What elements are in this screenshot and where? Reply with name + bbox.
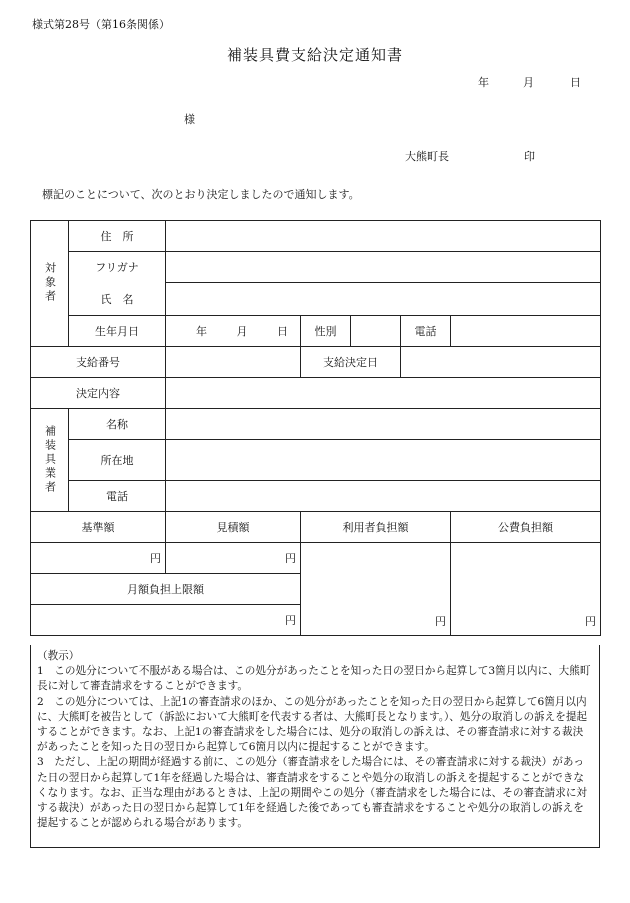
vendor-name-field[interactable] xyxy=(166,408,601,439)
document-title: 補装具費支給決定通知書 xyxy=(226,46,403,64)
vendor-location-label: 所在地 xyxy=(69,439,166,480)
appeal-notice xyxy=(30,645,600,848)
address-field[interactable] xyxy=(166,221,601,252)
name-label: 氏 名 xyxy=(69,283,166,316)
payment-number-label: 支給番号 xyxy=(31,346,166,377)
estimate-amount-field[interactable]: 円 xyxy=(166,542,301,573)
estimate-amount-label: 見積額 xyxy=(166,511,301,542)
vendor-location-field[interactable] xyxy=(166,439,601,480)
phone-field[interactable] xyxy=(451,315,601,346)
name-field[interactable] xyxy=(166,283,601,316)
birthdate-label: 生年月日 xyxy=(69,315,166,346)
sex-label: 性別 xyxy=(301,315,351,346)
decision-date-field[interactable] xyxy=(401,346,601,377)
addressee-suffix: 様 xyxy=(184,113,195,126)
user-burden-label: 利用者負担額 xyxy=(301,511,451,542)
notice-item: 2 この処分については、上記1の審査請求のほか、この処分があったことを知った日の翌日から起算して6箇月以内に、大熊町を被告として（訴訟において大熊町を代表する者は、大熊町長となります。）、処分の取消しの訴えを提起することができます。なお、上記1の審査請求をした場合には、処分の取消しの訴えは、その審査請求に対する裁決があったことを知った日の翌日から起算して6箇月以内に提起することができます。 xyxy=(37,695,588,754)
subject-group-label: 対象者 xyxy=(31,221,69,347)
vendor-group-label: 補装具業者 xyxy=(31,408,69,511)
address-label: 住 所 xyxy=(69,221,166,252)
public-burden-label: 公費負担額 xyxy=(451,511,601,542)
user-burden-field[interactable]: 円 xyxy=(301,542,451,635)
decision-content-label: 決定内容 xyxy=(31,377,166,408)
monthly-cap-label: 月額負担上限額 xyxy=(31,573,301,604)
intro-text: 標記のことについて、次のとおり決定しましたので通知します。 xyxy=(42,188,360,201)
decision-date-label: 支給決定日 xyxy=(301,346,401,377)
base-amount-field[interactable]: 円 xyxy=(31,542,166,573)
vendor-name-label: 名称 xyxy=(69,408,166,439)
seal-mark: 印 xyxy=(524,150,535,163)
notice-item: 1 この処分について不服がある場合は、この処分があったことを知った日の翌日から起算して3箇月以内に、大熊町長に対して審査請求をすることができます。 xyxy=(37,665,591,693)
furigana-field[interactable] xyxy=(166,252,601,283)
phone-label: 電話 xyxy=(401,315,451,346)
public-burden-field[interactable]: 円 xyxy=(451,542,601,635)
vendor-phone-field[interactable] xyxy=(166,480,601,511)
notice-item: 3 ただし、上記の期間が経過する前に、この処分（審査請求をした場合には、その審査請求に対する裁決）があった日の翌日から起算して1年を経過した場合は、審査請求をすることや処分の取消しの訴えを提起することができなくなります。なお、正当な理由があるときは、上記の期間やこの処分（審査請求をした場合には、その審査請求に対する裁決）があった日の翌日から起算して1年を経過した後であっても審査請求をすることや処分の取消しの訴えを提起することが認められる場合があります。 xyxy=(37,756,588,830)
notice-heading: （教示） xyxy=(37,650,80,662)
date-day-label: 日 xyxy=(570,76,581,89)
base-amount-label: 基準額 xyxy=(31,511,166,542)
furigana-label: フリガナ xyxy=(69,252,166,283)
decision-content-field[interactable] xyxy=(166,377,601,408)
birthdate-field[interactable]: 年 月 日 xyxy=(166,315,301,346)
payment-number-field[interactable] xyxy=(166,346,301,377)
monthly-cap-field[interactable]: 円 xyxy=(31,604,301,635)
vendor-phone-label: 電話 xyxy=(69,480,166,511)
issuer: 大熊町長 xyxy=(405,150,449,163)
form-number: 様式第28号（第16条関係） xyxy=(32,18,170,31)
date-year-label: 年 xyxy=(478,76,489,89)
date-month-label: 月 xyxy=(523,76,534,89)
decision-table xyxy=(30,220,601,636)
sex-field[interactable] xyxy=(351,315,401,346)
